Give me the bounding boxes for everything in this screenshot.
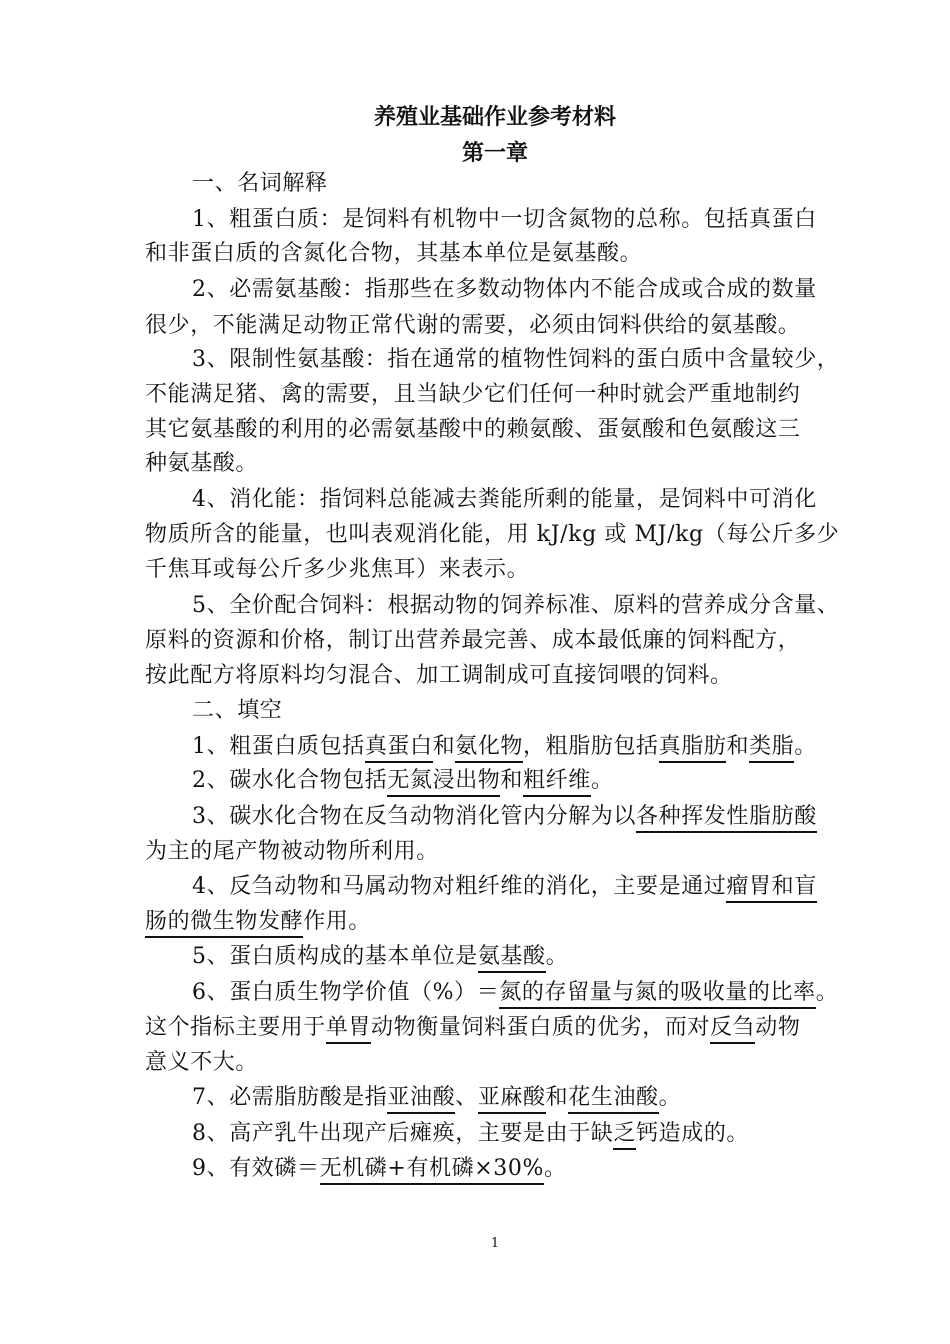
definition-line: 原料的资源和价格，制订出营养最完善、成本最低廉的饲料配方， (145, 628, 801, 653)
fill-answer: 氮的存留量与氮的吸收量的比率 (499, 980, 815, 1009)
definition-line: 不能满足猪、禽的需要，且当缺少它们任何一种时就会严重地制约 (145, 382, 801, 407)
fill-text: 、 (455, 1085, 478, 1110)
fill-text: 5、蛋白质构成的基本单位是 (192, 944, 478, 969)
fill-answer: 氨化物 (455, 734, 523, 763)
fill-item-3-cont: 为主的尾产物被动物所利用。 (145, 839, 439, 864)
fill-answer: 瘤胃和盲 (726, 874, 816, 903)
fill-answer: 无机磷+有机磷×30% (320, 1156, 544, 1185)
definition-line: 4、消化能：指饲料总能减去粪能所剩的能量，是饲料中可消化 (192, 487, 817, 512)
definition-line: 其它氨基酸的利用的必需氨基酸中的赖氨酸、蛋氨酸和色氨酸这三 (145, 417, 801, 442)
fill-answer: 乏 (613, 1121, 636, 1150)
fill-text: 和 (500, 768, 524, 793)
fill-answer: 反刍 (710, 1015, 755, 1044)
fill-text: 和 (726, 734, 750, 759)
fill-answer: 类脂 (749, 734, 794, 763)
fill-item-4-cont (145, 908, 855, 936)
fill-text: 。 (590, 768, 614, 793)
fill-answer: 氨基酸 (478, 944, 546, 973)
fill-answer: 肠的微生物发酵 (145, 909, 303, 938)
fill-text: 动物衡量饲料蛋白质的优劣，而对 (371, 1015, 711, 1040)
fill-answer: 亚麻酸 (478, 1085, 546, 1114)
fill-answer: 花生油酸 (568, 1085, 658, 1114)
fill-text: 动物 (755, 1015, 801, 1040)
fill-text: 。 (815, 980, 839, 1005)
fill-answer: 无氮浸出物 (387, 768, 500, 797)
definition-line: 按此配方将原料均匀混合、加工调制成可直接饲喂的饲料。 (145, 663, 733, 688)
fill-item-7 (192, 1084, 902, 1112)
fill-answer: 真蛋白 (365, 734, 433, 763)
definition-line: 种氨基酸。 (145, 451, 259, 476)
fill-text: 和 (432, 734, 456, 759)
fill-item-9 (192, 1155, 902, 1183)
definition-line: 3、限制性氨基酸：指在通常的植物性饲料的蛋白质中含量较少， (192, 347, 840, 372)
fill-text: 4、反刍动物和马属动物对粗纤维的消化，主要是通过 (192, 874, 727, 899)
fill-item-5 (192, 943, 902, 971)
fill-text: 1、粗蛋白质包括 (192, 734, 365, 759)
definition-line: 5、全价配合饲料：根据动物的饲养标准、原料的营养成分含量、 (192, 593, 840, 618)
fill-text: 。 (794, 734, 817, 759)
fill-text: 8、高产乳牛出现产后瘫痪，主要是由于缺 (192, 1121, 614, 1146)
fill-answer: 各种挥发性脂肪酸 (636, 804, 817, 833)
definition-line: 和非蛋白质的含氮化合物，其基本单位是氨基酸。 (145, 241, 643, 266)
fill-text: ，粗脂肪包括 (523, 734, 659, 759)
fill-answer: 亚油酸 (387, 1085, 455, 1114)
page-number: 1 (490, 1236, 500, 1251)
definition-line: 千焦耳或每公斤多少兆焦耳）来表示。 (145, 557, 530, 582)
fill-text: 7、必需脂肪酸是指 (192, 1085, 388, 1110)
fill-answer: 真脂肪 (659, 734, 727, 763)
fill-text: 3、碳水化合物在反刍动物消化管内分解为以 (192, 804, 636, 829)
fill-answer: 单胃 (326, 1015, 371, 1044)
fill-text: 9、有效磷＝ (192, 1156, 320, 1181)
fill-text: 和 (545, 1085, 569, 1110)
definition-line: 1、粗蛋白质：是饲料有机物中一切含氮物的总称。包括真蛋白 (192, 207, 817, 232)
fill-text: 2、碳水化合物包括 (192, 768, 388, 793)
fill-item-4 (192, 873, 902, 901)
fill-text: 。 (658, 1085, 682, 1110)
fill-text: 。 (545, 944, 569, 969)
fill-item-2 (192, 767, 902, 795)
document-title: 养殖业基础作业参考材料 (373, 104, 616, 130)
fill-text: 这个指标主要用于 (145, 1015, 326, 1040)
fill-text: 6、蛋白质生物学价值（%）＝ (192, 980, 500, 1005)
fill-text: 钙造成的。 (636, 1121, 750, 1146)
definition-line: 物质所含的能量，也叫表观消化能，用 kJ/kg 或 MJ/kg（每公斤多少 (145, 522, 840, 547)
section-heading-definitions: 一、名词解释 (192, 171, 328, 196)
section-heading-fill-in: 二、填空 (192, 698, 283, 723)
definition-line: 很少，不能满足动物正常代谢的需要，必须由饲料供给的氨基酸。 (145, 313, 801, 338)
fill-text: 。 (543, 1156, 567, 1181)
fill-item-6-cont (145, 1014, 855, 1042)
fill-item-6-cont: 意义不大。 (145, 1050, 259, 1075)
fill-item-6 (192, 979, 902, 1007)
definition-line: 2、必需氨基酸：指那些在多数动物体内不能合成或合成的数量 (192, 277, 817, 302)
fill-item-1 (192, 733, 902, 761)
chapter-heading: 第一章 (461, 140, 528, 166)
fill-item-3 (192, 803, 902, 831)
fill-answer: 粗纤维 (523, 768, 591, 797)
fill-text: 作用。 (303, 909, 372, 934)
fill-item-8 (192, 1120, 902, 1148)
